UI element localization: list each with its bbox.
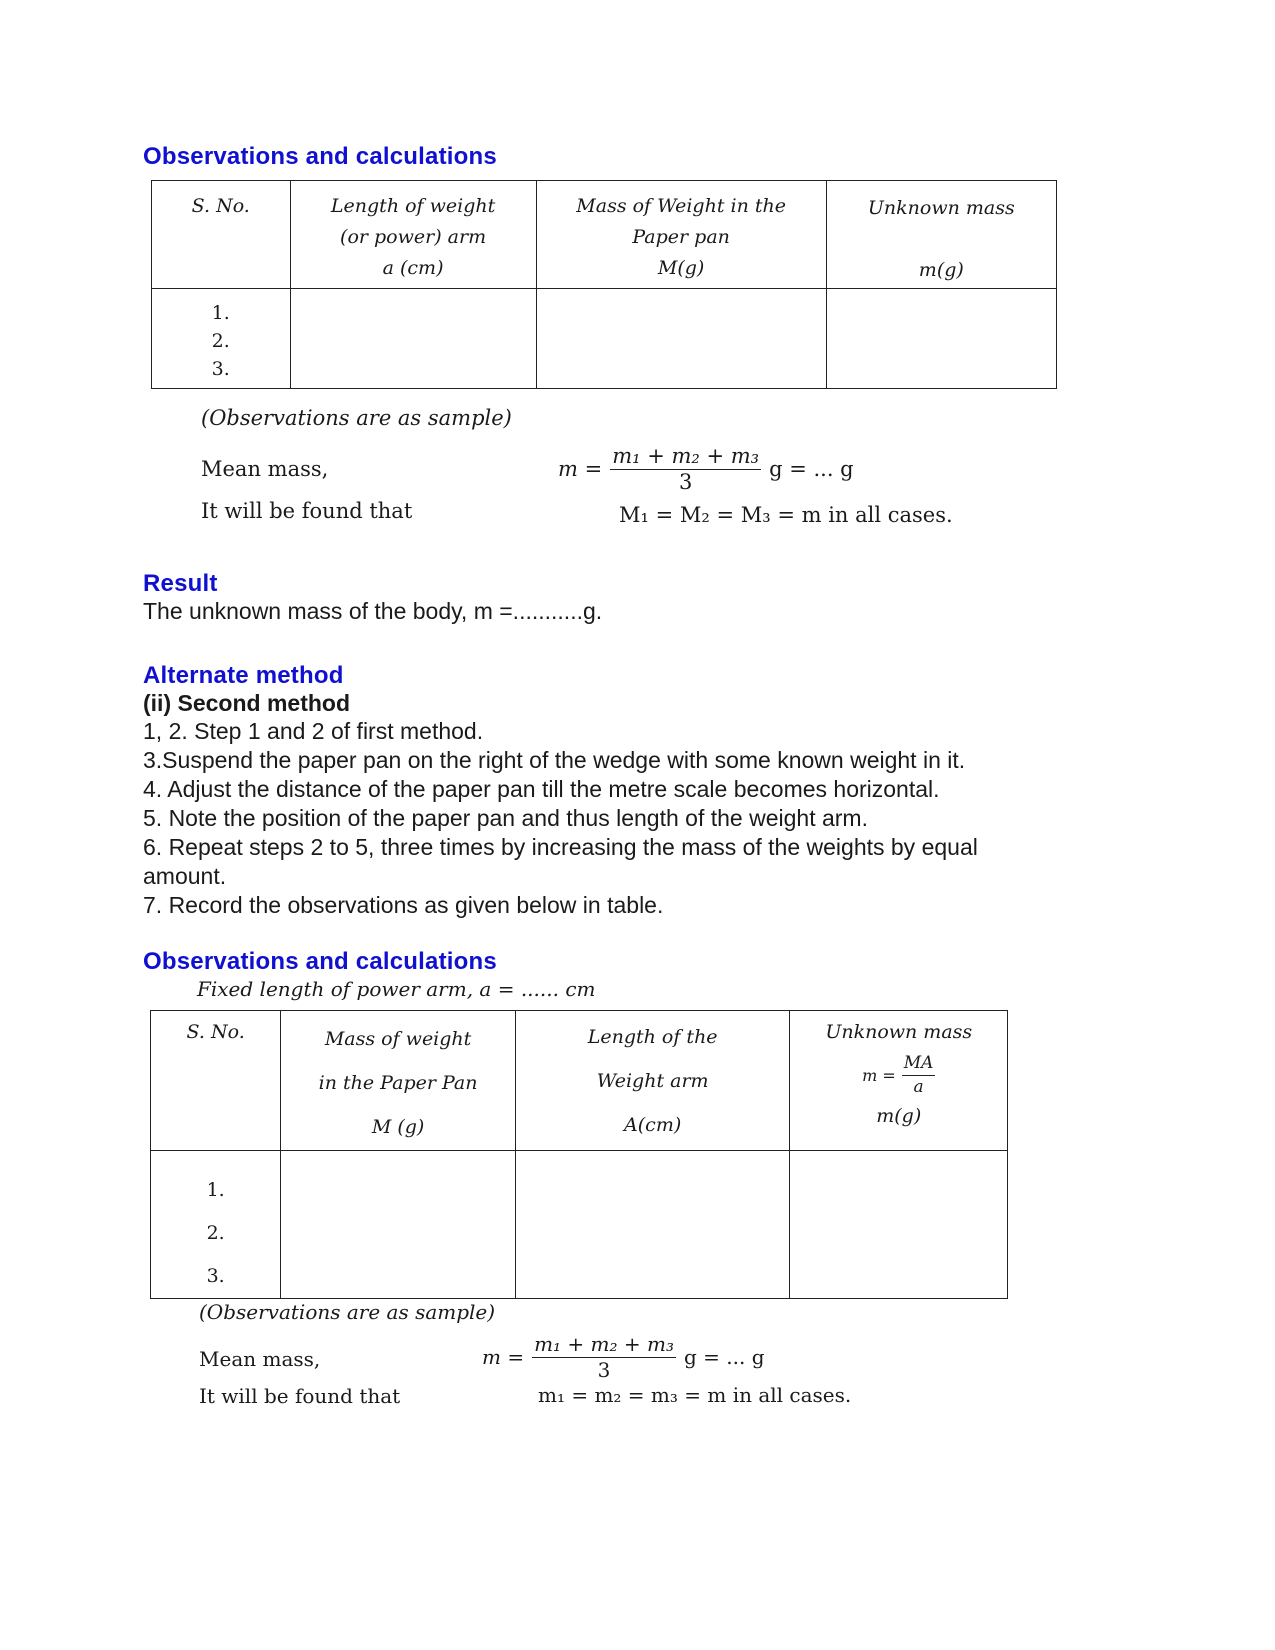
unknown-mass-cell[interactable] xyxy=(826,289,1056,389)
observations-table-2 xyxy=(150,1010,1008,1299)
header-unknown-mass: Unknown mass m(g) xyxy=(826,181,1056,289)
mean-mass-label-1: Mean mass, xyxy=(201,457,329,481)
mass-weight-cell[interactable] xyxy=(536,289,826,389)
alternate-method-heading: Alternate method xyxy=(143,662,344,689)
sample-note-1: (Observations are as sample) xyxy=(201,406,512,430)
table-row xyxy=(151,1151,1008,1299)
result-text: The unknown mass of the body, m =...........g. xyxy=(143,598,603,624)
equality-statement-2: m₁ = m₂ = m₃ = m in all cases. xyxy=(538,1383,852,1407)
header-unknown-mass: Unknown mass m = $\frac{MA}{a}$ m(g) xyxy=(790,1011,1008,1151)
arm-length-cell[interactable] xyxy=(290,289,536,389)
sample-note-2: (Observations are as sample) xyxy=(199,1300,496,1324)
weight-arm-cell[interactable] xyxy=(515,1151,790,1299)
unknown-mass-cell[interactable] xyxy=(790,1151,1008,1299)
observations-table-1 xyxy=(151,180,1057,389)
sno-cell: 1. 2. 3. xyxy=(152,289,291,389)
found-label-1: It will be found that xyxy=(201,499,413,523)
fraction: $\frac{\text{m₁ + m₂ + m₃}}{3}$ xyxy=(534,1332,674,1382)
header-sno: S. No. xyxy=(151,1011,281,1151)
step-item: 4. Adjust the distance of the paper pan till the metre scale becomes horizontal. xyxy=(143,776,940,802)
mean-mass-formula-1: m = $\frac{\text{m₁ + m₂ + m₃}}{3}$ g = ... g xyxy=(558,444,854,494)
ma-over-a-formula: m = $\frac{MA}{a}$ xyxy=(862,1053,934,1097)
step-item: 6. Repeat steps 2 to 5, three times by increasing the mass of the weights by equal amount. xyxy=(143,834,978,889)
observations-heading-1: Observations and calculations xyxy=(143,143,497,170)
second-method-subheading: (ii) Second method xyxy=(143,690,350,716)
step-item: 1, 2. Step 1 and 2 of first method. xyxy=(143,718,484,744)
table-row xyxy=(152,289,1057,389)
header-weight-arm: Length of the Weight arm A(cm) xyxy=(515,1011,790,1151)
fixed-length-label: Fixed length of power arm, a = ...... cm xyxy=(197,977,596,1001)
header-sno: S. No. xyxy=(152,181,291,289)
step-item: 7. Record the observations as given below in table. xyxy=(143,892,664,918)
step-item: 3.Suspend the paper pan on the right of the wedge with some known weight in it. xyxy=(143,747,966,773)
fraction: $\frac{\text{m₁ + m₂ + m₃}}{3}$ xyxy=(612,444,760,494)
result-heading: Result xyxy=(143,570,218,597)
found-label-2: It will be found that xyxy=(199,1384,401,1408)
observations-heading-2: Observations and calculations xyxy=(143,948,497,975)
table-header-row xyxy=(151,1011,1008,1151)
steps-list xyxy=(143,717,1023,920)
sno-cell: 1. 2. 3. xyxy=(151,1151,281,1299)
header-arm-length: Length of weight (or power) arm a (cm) xyxy=(290,181,536,289)
table-header-row xyxy=(152,181,1057,289)
header-mass-weight: Mass of weight in the Paper Pan M (g) xyxy=(281,1011,516,1151)
mass-weight-cell[interactable] xyxy=(281,1151,516,1299)
step-item: 5. Note the position of the paper pan and thus length of the weight arm. xyxy=(143,805,868,831)
header-mass-weight: Mass of Weight in the Paper pan M(g) xyxy=(536,181,826,289)
mean-mass-formula-2: m = $\frac{\text{m₁ + m₂ + m₃}}{3}$ g = ... g xyxy=(482,1332,765,1382)
equality-statement-1: M₁ = M₂ = M₃ = m in all cases. xyxy=(619,503,953,527)
mean-mass-label-2: Mean mass, xyxy=(199,1347,321,1371)
